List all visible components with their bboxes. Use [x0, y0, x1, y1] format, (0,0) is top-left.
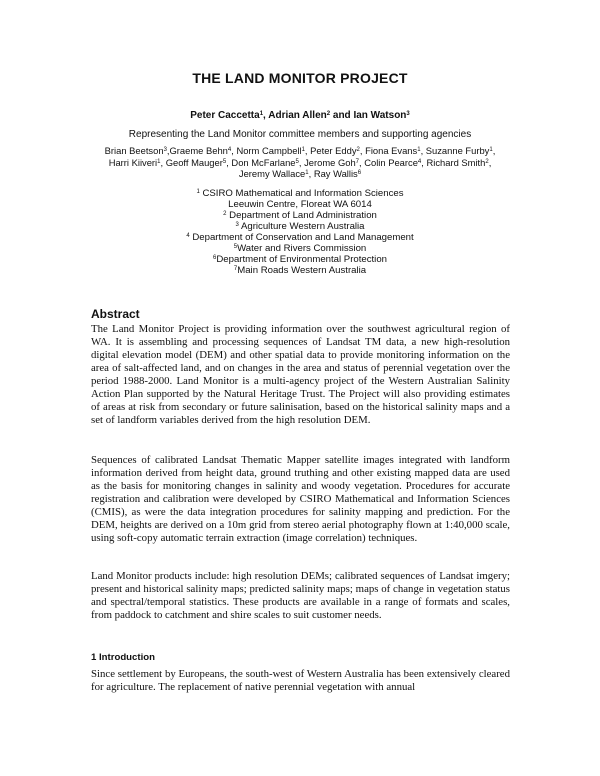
affiliation: $^1$ CSIRO Mathematical and Information Sciences	[196, 188, 404, 199]
affiliation: Leeuwin Centre, Floreat WA 6014	[228, 199, 372, 210]
affiliation: $^4$ Department of Conservation and Land Management	[186, 232, 414, 243]
author-list	[0, 110, 600, 121]
contributor: Fiona Evans$^1$,	[365, 145, 426, 156]
contributor: Suzanne Furby$^1$,	[425, 145, 496, 156]
affiliation: $^2$ Department of Land Administration	[223, 210, 377, 221]
author: Peter Caccetta$^1$,	[190, 110, 269, 121]
contributor: Colin Pearce$^4$,	[364, 156, 427, 168]
contributor: Richard Smith$^2$,	[426, 156, 492, 168]
affiliation: $^6$Department of Environmental Protection	[213, 254, 387, 265]
representing-line: Representing the Land Monitor committee members and supporting agencies	[128, 129, 472, 140]
contributor: Jerome Goh$^7$,	[304, 156, 365, 168]
introduction-heading: 1 Introduction	[91, 652, 155, 663]
affiliation: $^5$Water and Rivers Commission	[233, 243, 367, 254]
contributor: Brian Beetson$^3$,	[104, 145, 170, 156]
abstract-paragraph: Land Monitor products include: high resolution DEMs; calibrated sequences of Landsat imgery; present and historical salinity maps; predicted salinity maps; maps of change in vegetation status and spectral/temporal statistics. These products are available in a range of formats and scales, from paddock to catchment and shire scales to suit customer needs.	[91, 570, 510, 621]
paper-title: THE LAND MONITOR PROJECT	[192, 70, 408, 86]
contributor: Geoff Mauger$^5$,	[165, 156, 232, 168]
contributor: Harri Kiiveri$^1$,	[108, 156, 166, 168]
affiliation-list	[0, 188, 600, 276]
contributor: Graeme Behn$^4$,	[169, 145, 237, 156]
affiliation: $^7$Main Roads Western Australia	[233, 265, 367, 276]
abstract-paragraph: Sequences of calibrated Landsat Thematic Mapper satellite images integrated with landform information derived from height data, ground truthing and other existing mapped data are used as the basis for monitoring changes in salinity and woody vegetation. Procedures for accurate registration and calibration were developed by CSIRO Mathematical and Information Sciences (CMIS), as were the data integration procedures for salinity mapping and prediction. For the DEM, heights are derived on a 10m grid from stereo aerial photography flown at 1:40,000 scale, using soft-copy automatic terrain extraction (image correlation) techniques.	[91, 454, 510, 544]
contributor: Don McFarlane$^5$,	[231, 156, 305, 168]
author: Ian Watson$^3$	[353, 110, 410, 121]
introduction-paragraph: Since settlement by Europeans, the south-west of Western Australia has been extensively cleared for agriculture. The replacement of native perennial vegetation with annual	[91, 668, 510, 693]
affiliation: $^3$ Agriculture Western Australia	[235, 221, 365, 232]
contributor: Norm Campbell$^1$,	[236, 145, 311, 156]
contributor: Peter Eddy$^2$,	[310, 145, 366, 156]
contributor: Ray Wallis$^6$	[313, 168, 362, 180]
abstract-paragraph: The Land Monitor Project is providing information over the southwest agricultural region of WA. It is assembling and processing sequences of Landsat TM data, a new high-resolution digital elevation model (DEM) and other spatial data to provide monitoring information on the area of salt-affected land, and on changes in the area and status of perennial vegetation over the period 1988-2000. Land Monitor is a multi-agency project of the Western Australian Salinity Action Plan supported by the Natural Heritage Trust. The Project will also providing estimates of areas at risk from secondary or future salinisation, based on the historical salinity maps and a set of landform variables derived from the high resolution DEM.	[91, 323, 510, 426]
abstract-heading: Abstract	[91, 307, 140, 321]
contributor: Jeremy Wallace$^1$,	[238, 168, 314, 180]
author: Adrian Allen$^2$ and	[268, 110, 354, 121]
contributor-list	[90, 145, 510, 180]
